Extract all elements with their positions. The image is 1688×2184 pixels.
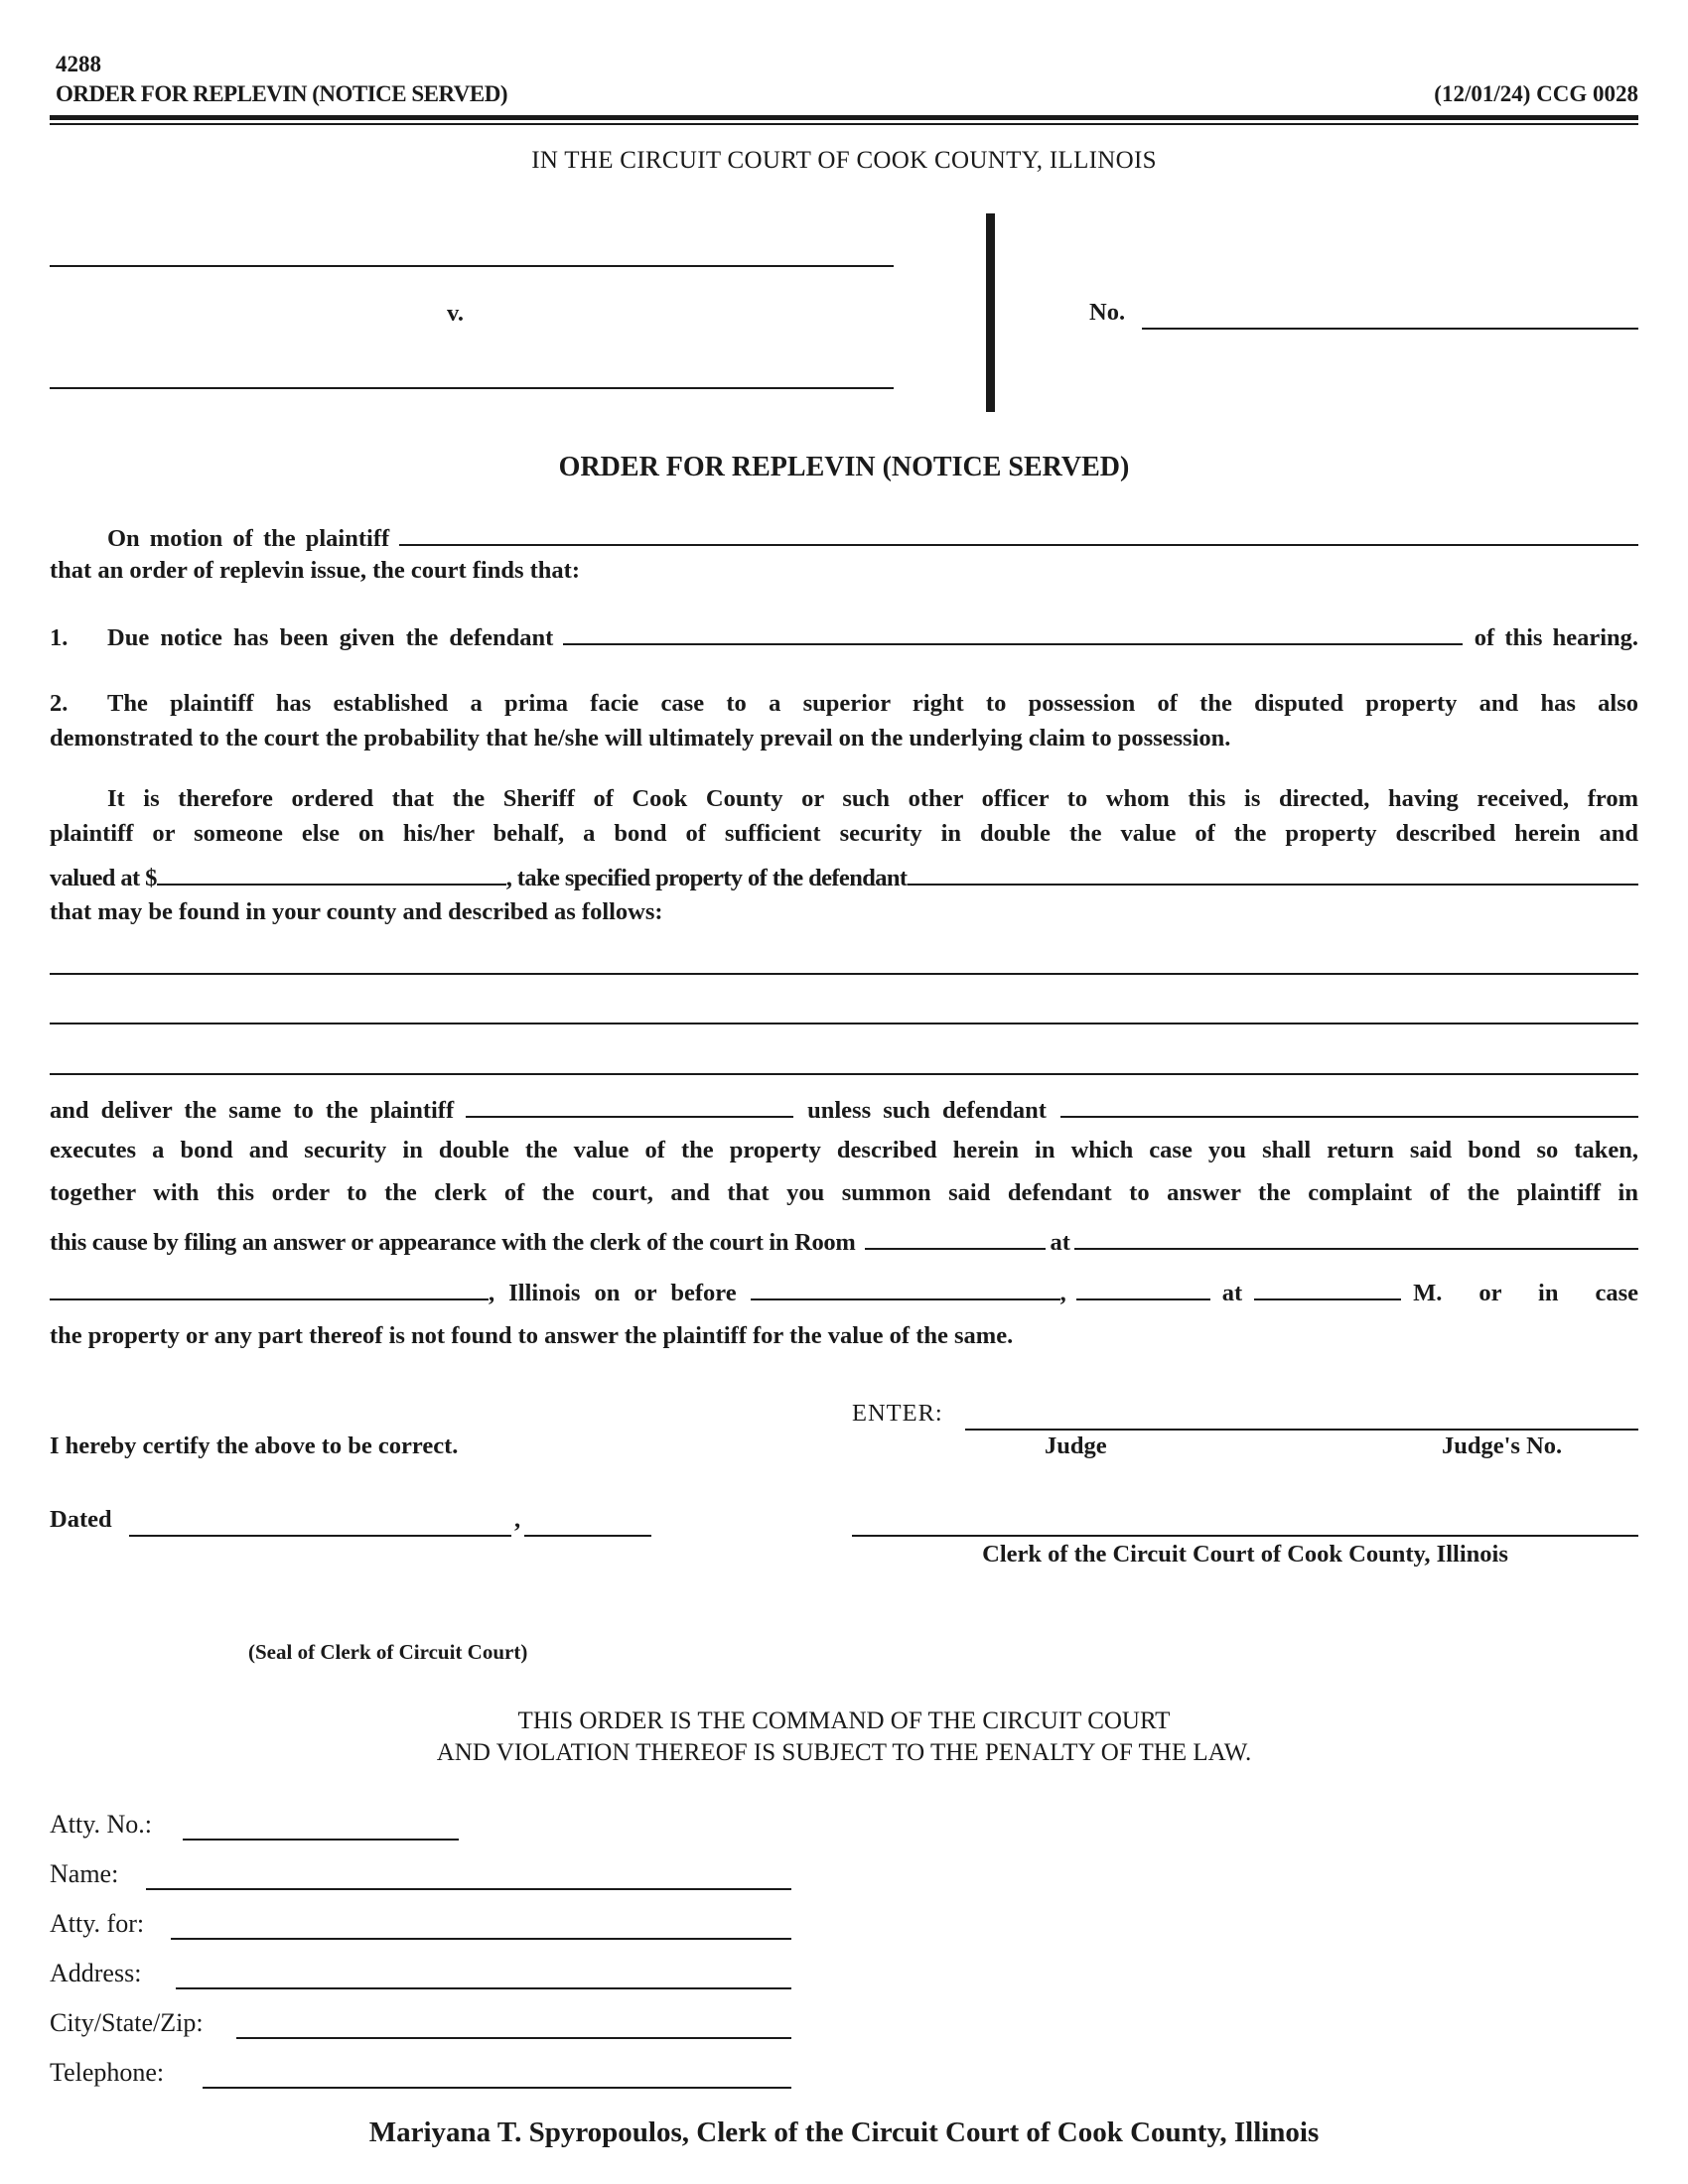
m-label: M. or in case xyxy=(1413,1280,1638,1306)
caption-divider xyxy=(986,213,995,412)
certify-text: I hereby certify the above to be correct. xyxy=(50,1433,459,1459)
item2-line2: demonstrated to the court the probability that he/she will ultimately prevail on the underlying claim to possession. xyxy=(50,725,1231,751)
command-line-2: AND VIOLATION THEREOF IS SUBJECT TO THE PENALTY OF THE LAW. xyxy=(436,1739,1252,1766)
motion-label: On motion of the plaintiff xyxy=(107,525,390,552)
item1-text: Due notice has been given the defendant xyxy=(107,624,554,651)
unless-label: unless such defendant xyxy=(807,1097,1047,1124)
take-label: , take specified property of the defendant xyxy=(505,865,908,891)
judge-no-label: Judge's No. xyxy=(1442,1433,1563,1459)
item2-number: 2. xyxy=(50,690,69,717)
court-title: IN THE CIRCUIT COURT OF COOK COUNTY, ILLINOIS xyxy=(531,147,1157,174)
atty-no-label: Atty. No.: xyxy=(50,1810,153,1839)
form-number: 4288 xyxy=(56,52,101,76)
form-header-title: ORDER FOR REPLEVIN (NOTICE SERVED) xyxy=(56,81,508,106)
footer-clerk-name: Mariyana T. Spyropoulos, Clerk of the Circuit Court of Cook County, Illinois xyxy=(368,2116,1320,2148)
year-field[interactable] xyxy=(1076,1277,1210,1300)
defendant-property-field[interactable] xyxy=(908,862,1639,886)
versus-label: v. xyxy=(447,300,465,327)
valued-label: valued at $ xyxy=(50,865,157,891)
case-no-field[interactable] xyxy=(1142,328,1638,330)
clerk-label: Clerk of the Circuit Court of Cook County, Illinois xyxy=(982,1541,1508,1568)
command-line-1: THIS ORDER IS THE COMMAND OF THE CIRCUIT COURT xyxy=(517,1707,1171,1734)
deliver-plaintiff-field[interactable] xyxy=(466,1094,793,1118)
atty-for-label: Atty. for: xyxy=(50,1909,145,1938)
item1-number: 1. xyxy=(50,624,69,651)
telephone-field[interactable] xyxy=(203,2087,791,2089)
atty-for-field[interactable] xyxy=(171,1938,791,1940)
enter-label: ENTER: xyxy=(852,1400,943,1427)
item2-line1: The plaintiff has established a prima facie case to a superior right to possession of the disputed property and has also xyxy=(107,690,1638,717)
plaintiff-motion-field[interactable] xyxy=(399,522,1638,546)
together-line: together with this order to the clerk of the court, and that you summon said defendant to answer the complaint of the plaintiff in xyxy=(50,1179,1638,1206)
property-description-line-3[interactable] xyxy=(50,1073,1638,1075)
illinois-label: , Illinois on or before xyxy=(489,1280,737,1306)
seal-label: (Seal of Clerk of Circuit Court) xyxy=(248,1640,528,1664)
dated-field[interactable] xyxy=(129,1535,511,1537)
property-description-line-1[interactable] xyxy=(50,973,1638,975)
property-line: the property or any part thereof is not found to answer the plaintiff for the value of the same. xyxy=(50,1322,1014,1349)
address-field[interactable] xyxy=(176,1987,791,1989)
form-code: (12/01/24) CCG 0028 xyxy=(1434,81,1638,106)
deliver-label: and deliver the same to the plaintiff xyxy=(50,1097,455,1124)
at-label: at xyxy=(1050,1229,1070,1256)
clerk-signature-field[interactable] xyxy=(852,1535,1638,1537)
telephone-label: Telephone: xyxy=(50,2058,165,2087)
atty-no-field[interactable] xyxy=(183,1839,459,1841)
value-amount-field[interactable] xyxy=(157,862,506,886)
property-description-line-2[interactable] xyxy=(50,1023,1638,1024)
city-state-zip-label: City/State/Zip: xyxy=(50,2008,204,2037)
bond-line: executes a bond and security in double the value of the property described herein in which case you shall return said bond so taken, xyxy=(50,1137,1638,1163)
date-comma: , xyxy=(1059,1280,1066,1306)
city-state-zip-field[interactable] xyxy=(236,2037,791,2039)
header-rule-thick xyxy=(50,115,1638,120)
county-line: that may be found in your county and described as follows: xyxy=(50,898,663,925)
header-rule-thin xyxy=(50,123,1638,125)
case-no-label: No. xyxy=(1089,299,1126,326)
ordered-line2: plaintiff or someone else on his/her behalf, a bond of sufficient security in double the value of the property described herein and xyxy=(50,820,1638,847)
finds-line: that an order of replevin issue, the court finds that: xyxy=(50,557,580,584)
judge-label: Judge xyxy=(1045,1433,1107,1459)
time-field[interactable] xyxy=(1254,1277,1401,1300)
defendant-name-field[interactable] xyxy=(50,387,894,389)
ordered-line1: It is therefore ordered that the Sheriff of Cook County or such other officer to whom this is directed, having received, from xyxy=(107,785,1638,812)
defendant-notice-field[interactable] xyxy=(563,621,1463,645)
dated-label: Dated xyxy=(50,1506,112,1533)
address-label: Address: xyxy=(50,1959,142,1987)
unless-defendant-field[interactable] xyxy=(1060,1094,1638,1118)
date-on-before-field[interactable] xyxy=(751,1277,1060,1300)
at-label-2: at xyxy=(1221,1280,1243,1306)
dated-comma: , xyxy=(514,1506,521,1533)
order-title: ORDER FOR REPLEVIN (NOTICE SERVED) xyxy=(558,452,1130,482)
location-field[interactable] xyxy=(1074,1226,1638,1250)
filing-label: this cause by filing an answer or appearance with the clerk of the court in Room xyxy=(50,1229,856,1256)
judge-signature-field[interactable] xyxy=(965,1429,1638,1431)
name-field[interactable] xyxy=(146,1888,791,1890)
dated-year-field[interactable] xyxy=(524,1535,651,1537)
name-label: Name: xyxy=(50,1859,119,1888)
city-field[interactable] xyxy=(50,1277,489,1300)
item1-end: of this hearing. xyxy=(1474,624,1638,651)
room-field[interactable] xyxy=(865,1226,1046,1250)
plaintiff-name-field[interactable] xyxy=(50,265,894,267)
